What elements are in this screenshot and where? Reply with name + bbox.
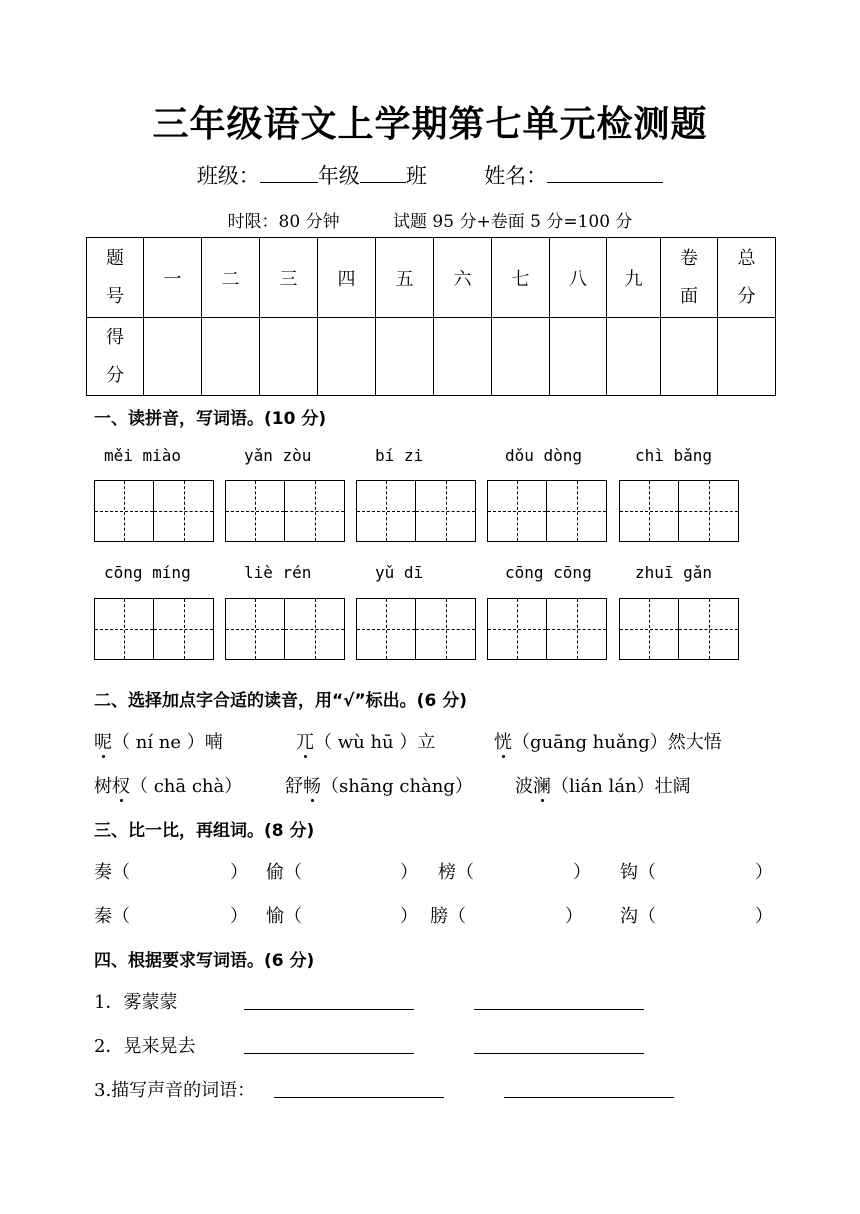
pinyin-2-3: yǔ dī: [375, 563, 424, 582]
answer-line[interactable]: [274, 1096, 444, 1098]
compare-item: 秦（: [94, 906, 130, 927]
compare-close: ）: [230, 862, 248, 883]
page-title: 三年级语文上学期第七单元检测题: [152, 103, 708, 145]
student-info: [0, 160, 860, 190]
score-cell[interactable]: [492, 318, 550, 396]
compare-close: ）: [755, 906, 773, 927]
section-2-heading: 二、选择加点字合适的读音，用“√”标出。(6 分): [94, 691, 467, 711]
name-blank[interactable]: [547, 162, 663, 183]
writing-grid[interactable]: [356, 480, 476, 542]
reading-item: 舒畅（shāng chàng）: [285, 776, 473, 797]
answer-line[interactable]: [504, 1096, 674, 1098]
compare-close: ）: [565, 906, 583, 927]
compare-item: 钩（: [620, 862, 656, 883]
score-cell[interactable]: [718, 318, 776, 396]
reading-item: 呢（ ní ne ）喃: [94, 732, 223, 753]
reading-item: 波澜（lián lán）壮阔: [515, 776, 691, 797]
ban-label: 班: [405, 164, 427, 188]
compare-item: 榜（: [438, 862, 474, 883]
col-total: 总 分: [718, 238, 776, 318]
score-total: 试题 95 分+卷面 5 分=100 分: [393, 212, 633, 232]
compare-item: 沟（: [620, 906, 656, 927]
col-1: 一: [144, 238, 202, 318]
compare-close: ）: [400, 906, 418, 927]
compare-close: ）: [230, 906, 248, 927]
section-1-heading: 一、读拼音，写词语。(10 分): [94, 409, 327, 429]
writing-grid[interactable]: [225, 598, 345, 660]
score-cell[interactable]: [661, 318, 718, 396]
grade-label: 年级: [317, 164, 360, 188]
word-prompt: 2．晃来晃去: [94, 1036, 196, 1057]
writing-grid[interactable]: [225, 480, 345, 542]
name-label: 姓名：: [484, 164, 548, 188]
word-prompt: 3.描写声音的词语：: [94, 1080, 256, 1101]
reading-item: 恍（guāng huǎng）然大悟: [494, 732, 722, 753]
compare-close: ）: [573, 862, 591, 883]
score-cell[interactable]: [144, 318, 202, 396]
writing-grid[interactable]: [619, 598, 739, 660]
time-info: [0, 207, 860, 232]
section-4-heading: 四、根据要求写词语。(6 分): [94, 951, 315, 971]
answer-line[interactable]: [244, 1052, 414, 1054]
score-cell[interactable]: [550, 318, 607, 396]
compare-item: 膀（: [430, 906, 466, 927]
score-cell[interactable]: [260, 318, 318, 396]
writing-grid[interactable]: [487, 598, 607, 660]
reading-item: 树杈（ chā chà）: [94, 776, 243, 797]
grade-blank[interactable]: [260, 162, 318, 183]
writing-grid[interactable]: [487, 480, 607, 542]
score-cell[interactable]: [202, 318, 260, 396]
writing-grid[interactable]: [356, 598, 476, 660]
answer-line[interactable]: [244, 1008, 414, 1010]
score-cell[interactable]: [434, 318, 492, 396]
col-8: 八: [550, 238, 607, 318]
compare-item: 偷（: [266, 862, 302, 883]
col-3: 三: [260, 238, 318, 318]
class-blank[interactable]: [360, 162, 406, 183]
reading-item: 兀（ wù hū ）立: [296, 732, 436, 753]
col-neatness: 卷 面: [661, 238, 718, 318]
col-4: 四: [318, 238, 376, 318]
score-cell[interactable]: [376, 318, 434, 396]
pinyin-2-2: liè rén: [244, 563, 312, 582]
pinyin-1-1: měi miào: [104, 446, 182, 465]
col-5: 五: [376, 238, 434, 318]
score-cell[interactable]: [607, 318, 661, 396]
pinyin-2-1: cōng míng: [104, 563, 191, 582]
writing-grid[interactable]: [94, 598, 214, 660]
writing-grid[interactable]: [619, 480, 739, 542]
pinyin-1-4: dǒu dòng: [505, 446, 583, 465]
class-label: 班级：: [196, 164, 260, 188]
writing-grid[interactable]: [94, 480, 214, 542]
pinyin-1-2: yǎn zòu: [244, 446, 312, 465]
pinyin-2-4: cōng cōng: [505, 563, 592, 582]
compare-item: 愉（: [266, 906, 302, 927]
answer-line[interactable]: [474, 1008, 644, 1010]
answer-line[interactable]: [474, 1052, 644, 1054]
col-2: 二: [202, 238, 260, 318]
time-limit: 时限：80 分钟: [227, 212, 340, 232]
col-6: 六: [434, 238, 492, 318]
compare-close: ）: [400, 862, 418, 883]
pinyin-1-3: bí zi: [375, 446, 424, 465]
score-label-cell: 得 分: [87, 318, 144, 396]
word-prompt: 1．雾蒙蒙: [94, 992, 178, 1013]
pinyin-2-5: zhuī gǎn: [635, 563, 713, 582]
compare-close: ）: [755, 862, 773, 883]
col-7: 七: [492, 238, 550, 318]
header-label-cell: 题 号: [87, 238, 144, 318]
pinyin-1-5: chì bǎng: [635, 446, 713, 465]
score-cell[interactable]: [318, 318, 376, 396]
compare-item: 奏（: [94, 862, 130, 883]
col-9: 九: [607, 238, 661, 318]
score-table: [86, 237, 776, 396]
section-3-heading: 三、比一比，再组词。(8 分): [94, 821, 315, 841]
